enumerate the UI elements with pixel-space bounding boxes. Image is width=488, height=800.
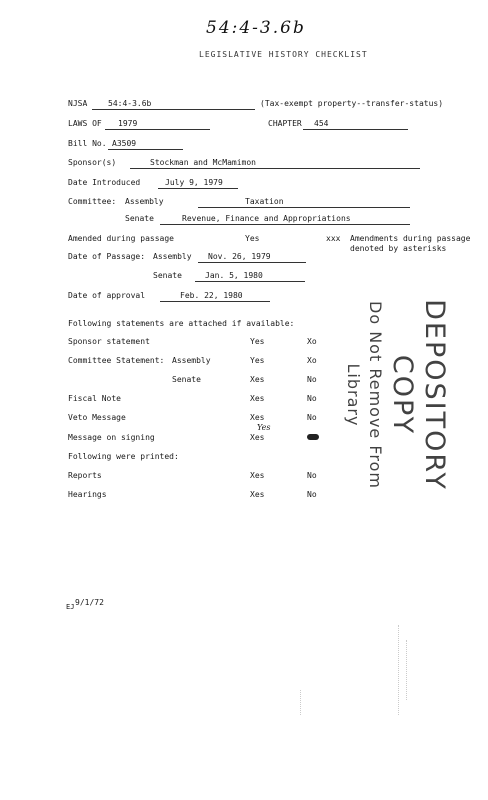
- statement-yes: Yes: [250, 337, 265, 346]
- passage-senate-underline: [195, 281, 305, 282]
- amended-marker: xxx: [326, 234, 341, 243]
- scan-artifact: [398, 625, 399, 715]
- chapter-underline: [303, 129, 408, 130]
- statement-label: Veto Message: [68, 413, 126, 422]
- stamp-line2: Do Not Remove From Library: [344, 301, 385, 489]
- laws-of-value: 1979: [118, 119, 138, 128]
- footer-date: 9/1/72: [75, 598, 104, 607]
- approval-label: Date of approval: [68, 291, 146, 300]
- date-introduced-underline: [158, 188, 238, 189]
- committee-senate-label: Senate: [125, 214, 154, 223]
- printed-heading: Following were printed:: [68, 452, 179, 461]
- footer-initials: EJ: [66, 603, 75, 611]
- depository-stamp: [342, 270, 450, 520]
- sponsor-underline: [130, 168, 420, 169]
- statement-label: Message on signing: [68, 433, 155, 442]
- passage-senate-value: Jan. 5, 1980: [205, 271, 263, 280]
- committee-assembly-value: Taxation: [245, 197, 284, 206]
- committee-senate-underline: [160, 224, 410, 225]
- page-title: LEGISLATIVE HISTORY CHECKLIST: [199, 50, 368, 59]
- ink-mark-icon: [307, 434, 319, 440]
- chapter-label: CHAPTER: [268, 119, 302, 128]
- handwritten-yes: Yes: [257, 423, 271, 432]
- approval-value: Feb. 22, 1980: [180, 291, 243, 300]
- scan-artifact: [406, 640, 407, 700]
- statement-no: No: [307, 413, 317, 422]
- statement-label: Sponsor statement: [68, 337, 150, 346]
- statement-no: Xo: [307, 337, 317, 346]
- njsa-value: 54:4-3.6b: [108, 99, 152, 108]
- bill-underline: [108, 149, 183, 150]
- passage-label: Date of Passage:: [68, 252, 146, 261]
- approval-underline: [160, 301, 270, 302]
- passage-assembly-underline: [198, 262, 306, 263]
- statement-label: Committee Statement:: [68, 356, 165, 365]
- printed-yes: Xes: [250, 471, 265, 480]
- statement-yes: Xes: [250, 375, 265, 384]
- njsa-description: (Tax-exempt property--transfer-status): [260, 99, 444, 108]
- amended-note-line2: denoted by asterisks: [350, 244, 447, 253]
- statement-yes: Yes: [250, 356, 265, 365]
- committee-assembly-underline: [198, 207, 410, 208]
- statements-heading: Following statements are attached if available:: [68, 319, 295, 328]
- statement-no: Xo: [307, 356, 317, 365]
- committee-senate-value: Revenue, Finance and Appropriations: [182, 214, 351, 223]
- amended-label: Amended during passage: [68, 234, 174, 243]
- committee-label: Committee:: [68, 197, 117, 206]
- passage-assembly-value: Nov. 26, 1979: [208, 252, 271, 261]
- laws-of-label: LAWS OF: [68, 119, 102, 128]
- statement-label: Fiscal Note: [68, 394, 121, 403]
- printed-label: Reports: [68, 471, 102, 480]
- passage-assembly-label: Assembly: [153, 252, 192, 261]
- statement-no: No: [307, 394, 317, 403]
- statement-no: No: [307, 375, 317, 384]
- laws-of-underline: [105, 129, 210, 130]
- printed-no: No: [307, 490, 317, 499]
- chapter-value: 454: [314, 119, 329, 128]
- committee-assembly-label: Assembly: [125, 197, 164, 206]
- statement-sublabel: Senate: [172, 375, 201, 384]
- date-introduced-label: Date Introduced: [68, 178, 141, 187]
- scan-artifact: [300, 690, 301, 715]
- statement-yes: Xes: [250, 413, 265, 422]
- bill-value: A3509: [112, 139, 137, 148]
- printed-no: No: [307, 471, 317, 480]
- amended-value: Yes: [245, 234, 260, 243]
- printed-label: Hearings: [68, 490, 107, 499]
- passage-senate-label: Senate: [153, 271, 182, 280]
- sponsor-value: Stockman and McMamimon: [150, 158, 256, 167]
- printed-yes: Xes: [250, 490, 265, 499]
- bill-label: Bill No.: [68, 139, 107, 148]
- stamp-line1: DEPOSITORY COPY: [387, 299, 450, 491]
- amended-note-line1: Amendments during passage: [350, 234, 471, 243]
- statement-yes: Xes: [250, 433, 265, 442]
- handwritten-code: 54:4-3.6b: [206, 18, 306, 38]
- date-introduced-value: July 9, 1979: [165, 178, 223, 187]
- statement-yes: Xes: [250, 394, 265, 403]
- statement-sublabel: Assembly: [172, 356, 211, 365]
- njsa-underline: [92, 109, 255, 110]
- sponsor-label: Sponsor(s): [68, 158, 117, 167]
- njsa-label: NJSA: [68, 99, 88, 108]
